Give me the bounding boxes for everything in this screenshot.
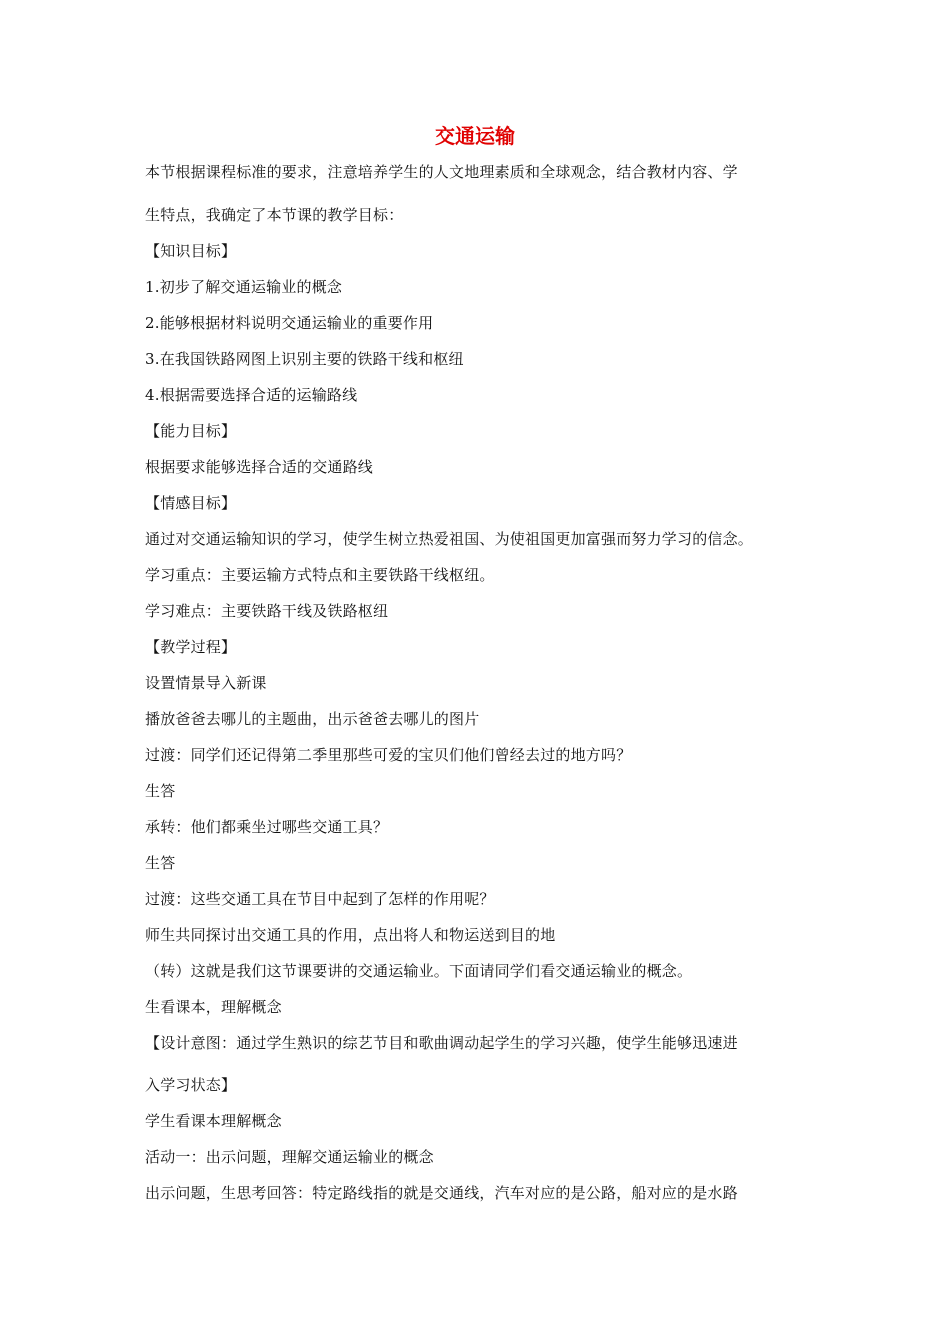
knowledge-goal-1: 1.初步了解交通运输业的概念: [145, 278, 343, 296]
key-point: 学习重点：主要运输方式特点和主要铁路干线枢纽。: [145, 566, 495, 584]
process-step: 承转：他们都乘坐过哪些交通工具？: [145, 818, 389, 836]
process-step: 过渡：这些交通工具在节目中起到了怎样的作用呢？: [145, 890, 495, 908]
activity-title: 活动一：出示问题，理解交通运输业的概念: [145, 1148, 434, 1166]
heading-ability-goals: 【能力目标】: [145, 422, 237, 440]
process-step: 设置情景导入新课: [145, 674, 267, 692]
process-step: （转）这就是我们这节课要讲的交通运输业。下面请同学们看交通运输业的概念。: [145, 962, 693, 980]
process-step: 师生共同探讨出交通工具的作用，点出将人和物运送到目的地: [145, 926, 556, 944]
activity-question: 出示问题，生思考回答：特定路线指的就是交通线，汽车对应的是公路，船对应的是水路: [145, 1184, 738, 1202]
document-title: 交通运输: [435, 124, 515, 148]
process-step: 生看课本，理解概念: [145, 998, 282, 1016]
emotion-goal: 通过对交通运输知识的学习，使学生树立热爱祖国、为使祖国更加富强而努力学习的信念。: [145, 530, 754, 548]
design-intent-2: 入学习状态】: [145, 1076, 237, 1094]
knowledge-goal-3: 3.在我国铁路网图上识别主要的铁路干线和枢纽: [145, 350, 464, 368]
process-step: 生答: [145, 854, 176, 872]
knowledge-goal-2: 2.能够根据材料说明交通运输业的重要作用: [145, 314, 434, 332]
heading-knowledge-goals: 【知识目标】: [145, 242, 237, 260]
ability-goal: 根据要求能够选择合适的交通路线: [145, 458, 374, 476]
process-step: 学生看课本理解概念: [145, 1112, 282, 1130]
paragraph-intro-2: 生特点，我确定了本节课的教学目标：: [145, 206, 404, 224]
design-intent-1: 【设计意图：通过学生熟识的综艺节目和歌曲调动起学生的学习兴趣，使学生能够迅速进: [145, 1034, 738, 1052]
difficult-point: 学习难点：主要铁路干线及铁路枢纽: [145, 602, 389, 620]
process-step: 播放爸爸去哪儿的主题曲，出示爸爸去哪儿的图片: [145, 710, 480, 728]
heading-emotion-goals: 【情感目标】: [145, 494, 237, 512]
process-step: 过渡：同学们还记得第二季里那些可爱的宝贝们他们曾经去过的地方吗？: [145, 746, 632, 764]
knowledge-goal-4: 4.根据需要选择合适的运输路线: [145, 386, 358, 404]
process-step: 生答: [145, 782, 176, 800]
heading-teaching-process: 【教学过程】: [145, 638, 237, 656]
paragraph-intro-1: 本节根据课程标准的要求，注意培养学生的人文地理素质和全球观念，结合教材内容、学: [145, 163, 738, 181]
